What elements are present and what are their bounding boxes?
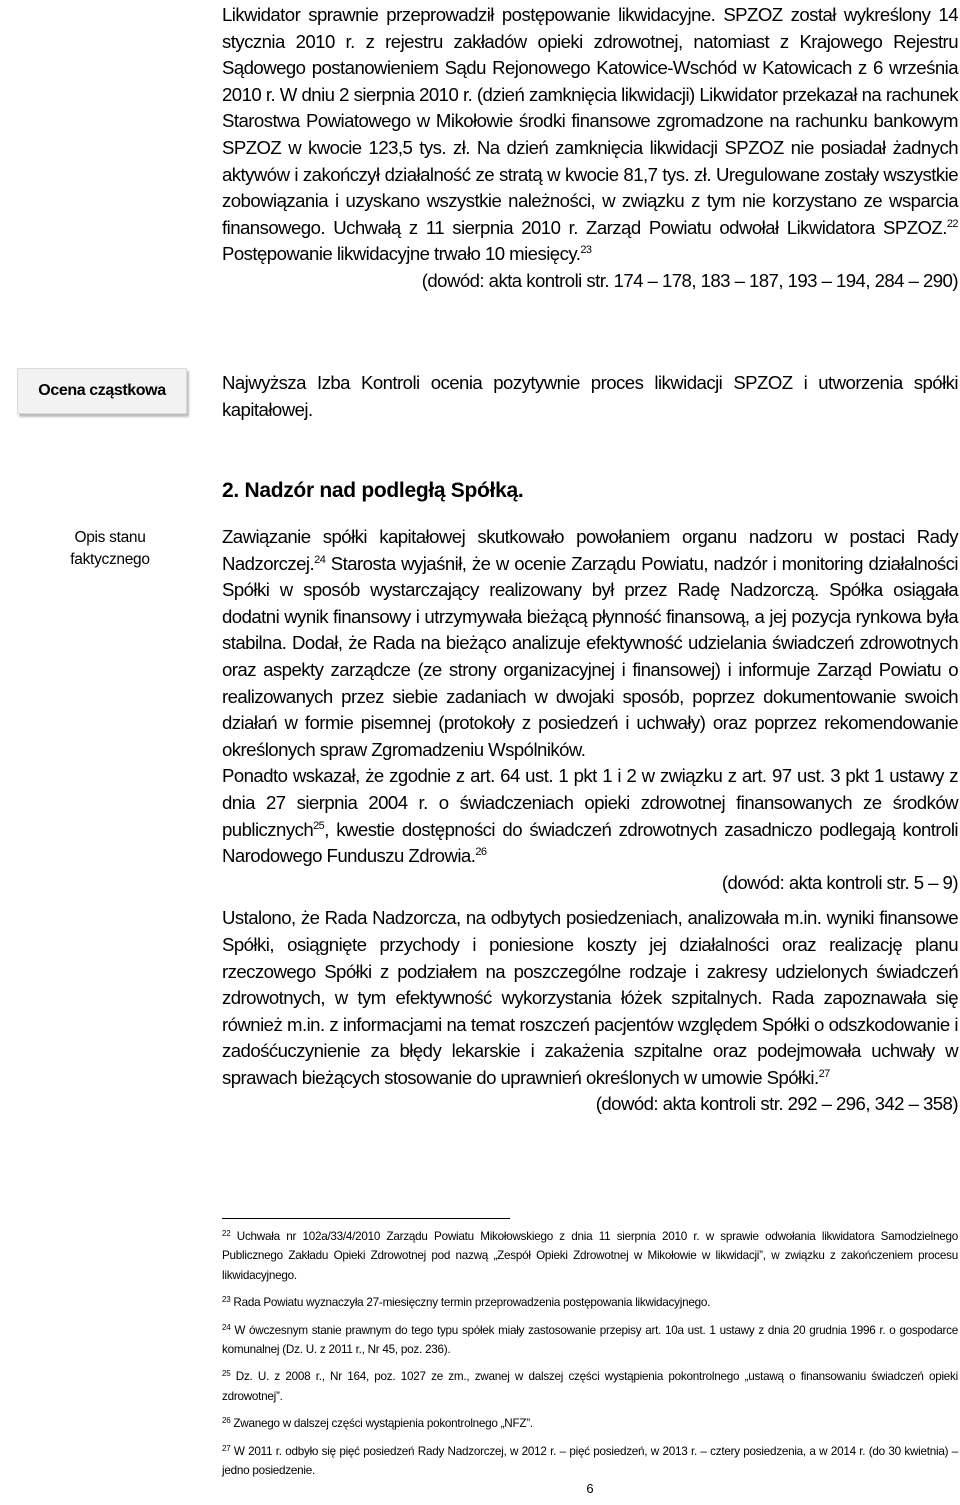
footnote-number: 26 [222,1416,231,1426]
nfz-control-text-a: Ponadto wskazał, że zgodnie z art. 64 ust. 1 pkt 1 i 2 w związku z art. 97 ust. 3 pkt 1 ustawy z dnia 27 sierpnia 2004 r. o świadczeniach opieki zdrowotnej finansowanych ze środków publicznych [222,765,958,840]
footnote-27 [222,1442,958,1481]
assessment-text: Najwyższa Izba Kontroli ocenia pozytywnie proces likwidacji SPZOZ i utworzenia spółki kapitałowej. [222,372,958,420]
nfz-control-text-b: , kwestie dostępności do świadczeń zdrowotnych zasadniczo podlegają kontroli Narodowego Funduszu Zdrowia. [222,818,958,867]
footnote-25 [222,1367,958,1406]
footnote-ref-26[interactable]: 26 [475,846,487,859]
footnote-text: Rada Powiatu wyznaczyła 27-miesięczny termin przeprowadzenia postępowania likwidacyjnego. [230,1296,711,1310]
page-number: 6 [586,1481,594,1496]
assessment-block [222,370,958,423]
footnote-26 [222,1414,958,1433]
evidence-reference-2: (dowód: akta kontroli str. 5 – 9) [721,871,958,893]
footnote-number: 22 [222,1229,231,1238]
board-meetings-text: Ustalono, że Rada Nadzorcza, na odbytych posiedzeniach, analizowała m.in. wyniki finansowe Spółki, osiągnięte przychody i poniesione koszty jej działalności oraz realizację planu rzeczowego Spółki z podziałem na poszczególne rodzaje i zakresy udzielonych świadczeń zdrowotnych, w tym efektywność wykorzystania łóżek szpitalnych. Rada zapoznawała się również m.in. z informacjami na temat roszczeń pacjentów względem Spółki o odszkodowanie i zadośćuczynienie za błędy lekarskie i zakażenia szpitalne oraz podejmowała uchwały w sprawach bieżących stosowanie do uprawnień określonych w umowie Spółki. [222,907,958,1088]
footnote-ref-22[interactable]: 22 [946,217,958,230]
footnote-number: 25 [222,1369,231,1379]
factual-description-label-line2: faktycznego [70,551,150,568]
footnote-text: W ówczesnym stanie prawnym do tego typu spółek miały zastosowanie przepisy art. 10a ust. 1 ustawy z dnia 20 grudnia 1996 r. o gospodarce komunalnej (Dz. U. z 2011 r., Nr 45, poz. 236). [222,1323,958,1357]
footnote-number: 24 [222,1322,231,1332]
liquidation-paragraph-block [222,2,958,295]
footnote-23 [222,1293,958,1312]
footnote-number: 27 [222,1443,231,1453]
supervisory-board-text-b: Starosta wyjaśnił, że w ocenie Zarządu Powiatu, nadzór i monitoring działalności Spółki w sposób wystarczający realizowany był przez Radę Nadzorczą. Spółka osiągała dodatni wynik finansowy i utrzymywała bieżącą płynność finansową, a jej pozycja rynkowa była stabilna. Dodał, że Rada na bieżąco analizuje efektywność udzielania świadczeń zdrowotnych oraz aspekty zarządcze (ze strony organizacyjnej i finansowej) i informuje Zarząd Powiatu o realizowanych przez siebie zadaniach w dwojaki sposób, poprzez dokumentowanie swoich działań w formie pisemnej (protokoły z posiedzeń i uchwały) oraz poprzez rekomendowanie określonych spraw Zgromadzeniu Wspólników. [222,552,958,760]
footnote-text: Uchwała nr 102a/33/4/2010 Zarządu Powiatu Mikołowskiego z dnia 11 sierpnia 2010 r. w sprawie odwołania likwidatora Samodzielnego Publicznego Zakładu Opieki Zdrowotnej pod nazwą „Zespół Opieki Zdrowotnej w Mikołowie w likwidacji”, w związku z zakończeniem procesu likwidacyjnego. [222,1230,958,1282]
factual-description-label-line1: Opis stanu [74,529,146,546]
liquidation-paragraph-text: Likwidator sprawnie przeprowadził postępowanie likwidacyjne. SPZOZ został wykreślony 14 stycznia 2010 r. z rejestru zakładów opieki zdrowotnej, natomiast z Krajowego Rejestru Sądowego postanowieniem Sądu Rejonowego Katowice-Wschód w Katowicach z 6 września 2010 r. W dniu 2 sierpnia 2010 r. (dzień zamknięcia likwidacji) Likwidator przekazał na rachunek Starostwa Powiatowego w Mikołowie środki finansowe zgromadzone na rachunku bankowym SPZOZ w kwocie 123,5 tys. zł. Na dzień zamknięcia likwidacji SPZOZ nie posiadał żadnych aktywów i zakończył działalność ze stratą w kwocie 81,7 tys. zł. Uregulowane zostały wszystkie zobowiązania i uzyskano wszystkie należności, w związku z tym nie korzystano ze wsparcia finansowego. Uchwałą z 11 sierpnia 2010 r. Zarząd Powiatu odwołał Likwidatora SPZOZ. [222,4,958,238]
evidence-reference-3: (dowód: akta kontroli str. 292 – 296, 342 – 358) [595,1093,958,1115]
supervisory-board-text-a: Zawiązanie spółki kapitałowej skutkowało powołaniem organu nadzoru w postaci Rady Nadzorczej. [222,526,958,574]
footnote-22 [222,1227,958,1285]
footnote-24 [222,1321,958,1360]
factual-description-label [30,527,190,571]
liquidation-paragraph-tail: Postępowanie likwidacyjne trwało 10 miesięcy. [222,243,581,265]
footnote-text: Zwanego w dalszej części wystąpienia pokontrolnego „NFZ”. [230,1417,533,1431]
section-heading: 2. Nadzór nad podległą Spółką. [222,479,524,502]
board-meetings-paragraph [222,905,958,1091]
footnote-number: 23 [222,1295,231,1305]
footnote-text: Dz. U. z 2008 r., Nr 164, poz. 1027 ze zm., zwanej w dalszej części wystąpienia pokontrolnego „ustawą o finansowaniu świadczeń opieki zdrowotnej”. [222,1370,958,1403]
partial-assessment-label: Ocena cząstkowa [38,382,166,399]
footnote-separator [222,1218,510,1219]
evidence-reference: (dowód: akta kontroli str. 174 – 178, 183 – 187, 193 – 194, 284 – 290) [421,269,958,291]
partial-assessment-label-box [17,368,187,414]
footnotes [222,1227,958,1488]
liquidation-paragraph [222,2,958,268]
supervisory-board-paragraph [222,524,958,763]
nfz-control-paragraph [222,763,958,869]
footnote-text: W 2011 r. odbyło się pięć posiedzeń Rady Nadzorczej, w 2012 r. – pięć posiedzeń, w 2013 r. – cztery posiedzenia, a w 2014 r. (do 30 kwietnia) – jedno posiedzenie. [222,1444,958,1478]
section2-body [222,524,958,1118]
footnote-ref-23[interactable]: 23 [580,244,592,257]
footnote-ref-25[interactable]: 25 [313,819,325,832]
footnote-ref-27[interactable]: 27 [818,1067,830,1080]
footnote-ref-24[interactable]: 24 [314,553,326,566]
